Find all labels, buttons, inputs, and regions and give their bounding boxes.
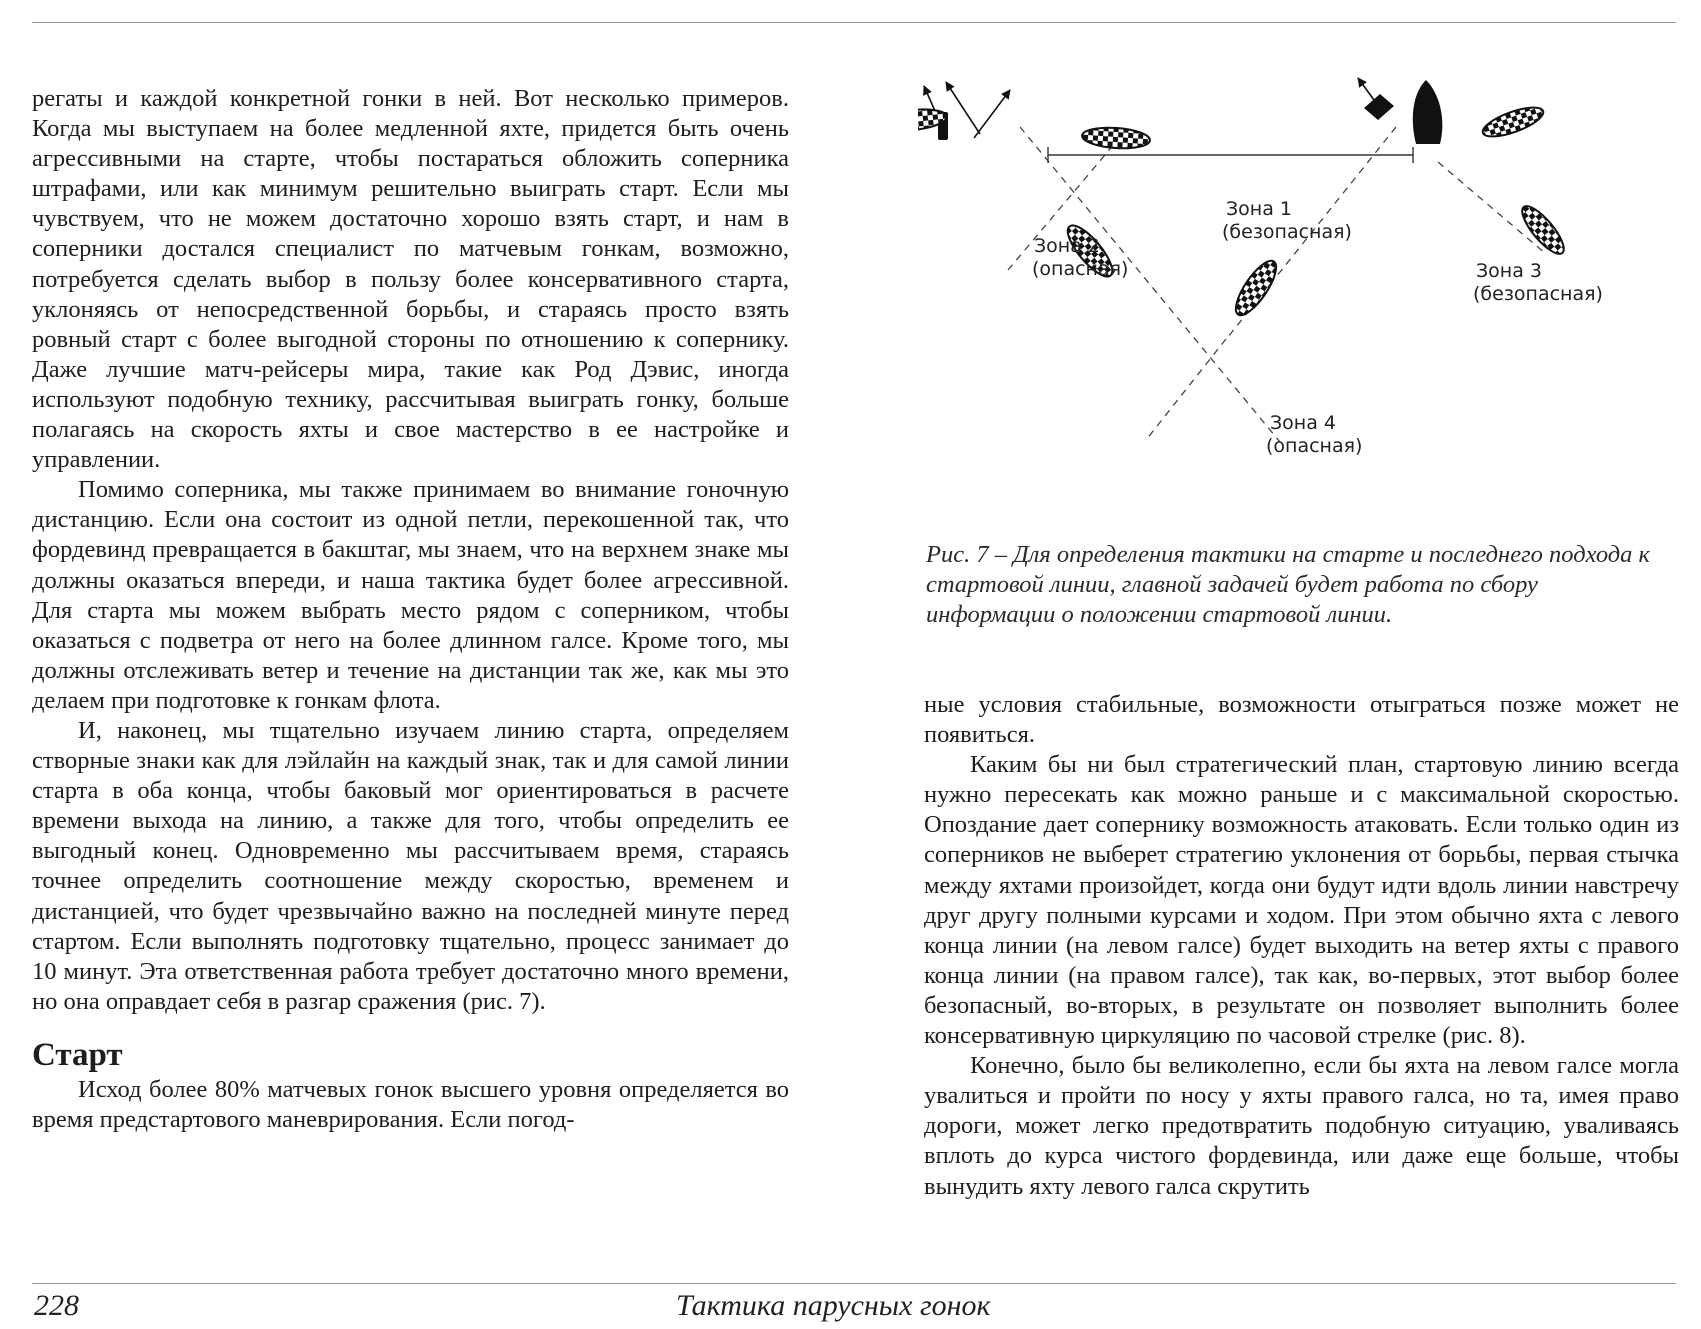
committee-boat-icon: [1413, 80, 1443, 144]
right-column: [924, 690, 1679, 1202]
boat-icon: [1516, 201, 1570, 260]
boat-icon: [1229, 255, 1283, 320]
zone-1-desc: (безопасная): [1222, 221, 1352, 243]
flag-icon: [1364, 94, 1394, 120]
paragraph: Исход более 80% матчевых гонок высшего уровня определяется во время предстартового маневрирования. Если погод-: [32, 1075, 789, 1133]
zone-2-name: Зона 2: [1034, 235, 1100, 257]
paragraph: Помимо соперника, мы также принимаем во внимание гоночную дистанцию. Если она состоит из одной петли, перекошенной так, что фордевинд превращается в бакштаг, мы знаем, что на верхнем знаке мы должны оказаться впереди, и наша тактика будет более агрессивной. Для старта мы можем выбрать место рядом с соперником, чтобы оказаться с подветра от него на более длинном галсе. Кроме того, мы должны отслеживать ветер и течение на дистанции так же, как мы это делаем при подготовке к гонкам флота.: [32, 476, 789, 714]
running-title: Тактика парусных гонок: [676, 1289, 991, 1322]
section-heading: Старт: [32, 1036, 123, 1073]
start-zones-diagram: [918, 72, 1682, 472]
page-number: 228: [34, 1289, 79, 1322]
zone-3-desc: (безопасная): [1473, 283, 1603, 305]
figure-caption: Рис. 7 – Для определения тактики на старте и последнего подхода к стартовой линии, главной задачей будет работа по сбору информации о положении стартовой линии.: [926, 541, 1651, 628]
zone-1-name: Зона 1: [1226, 198, 1292, 220]
direction-arrow: [946, 82, 980, 134]
direction-arrow: [974, 90, 1010, 138]
paragraph: Конечно, было бы великолепно, если бы яхта на левом галсе могла увалиться и пройти по носу у яхты правого галса, но та, имея право дороги, может легко предотвратить подобную ситуацию, уваливаясь вплоть до курса чистого фордевинда, или даже еще больше, чтобы вынудить яхту левого галса скрутить: [924, 1052, 1679, 1200]
paragraph: ные условия стабильные, возможности отыграться позже может не появиться.: [924, 691, 1679, 749]
zone-4-desc: (опасная): [1266, 435, 1363, 457]
zone-boundary-line: [1146, 339, 1226, 440]
paragraph: И, наконец, мы тщательно изучаем линию старта, определяем створные знаки как для лэйлайн на каждый знак, так и для самой линии старта в оба конца, чтобы баковый мог ориентироваться в расчете времени выхода на линию, а также для того, чтобы определить ее выгодный конец. Одновременно мы рассчитываем время, стараясь точнее определить соотношение между скоростью, временем и дистанцией, что будет чрезвычайно важно на последней минуте перед стартом. Если выполнять подготовку тщательно, процесс занимает до 10 минут. Эта ответственная работа требует достаточно много времени, но она оправдает себя в разгар сражения (рис. 7).: [32, 716, 789, 1015]
boat-icon: [1480, 102, 1547, 143]
paragraph: регаты и каждой конкретной гонки в ней. Вот несколько примеров. Когда мы выступаем на более медленной яхте, придется быть очень агрессивными на старте, чтобы постараться обложить соперника штрафами, или как минимум решительно выиграть старт. Если мы чувствуем, что не можем достаточно хорошо взять старт, и нам в соперники достался специалист по матчевым гонкам, возможно, потребуется сделать выбор в пользу более консервативного старта, уклоняясь от непосредственной борьбы, и стараясь просто взять ровный старт с более выгодной стороны по отношению к сопернику. Даже лучшие матч-рейсеры мира, такие как Род Дэвис, иногда используют подобную технику, рассчитывая выиграть гонку, больше полагаясь на скорость яхты и свое мастерство в ее настройке и управлении.: [32, 85, 789, 474]
zone-2-desc: (опасная): [1032, 258, 1129, 280]
left-column: [32, 84, 789, 1135]
boat-icon: [1081, 126, 1150, 151]
top-rule: [32, 22, 1676, 23]
bottom-rule: [32, 1283, 1676, 1284]
paragraph: Каким бы ни был стратегический план, стартовую линию всегда нужно пересекать как можно раньше и с максимальной скоростью. Опоздание дает сопернику возможность атаковать. Если только один из соперников не выберет стратегию уклонения от борьбы, первая стычка между яхтами произойдет, когда они будут идти вдоль линии навстречу друг другу полными курсами и ходом. При этом обычно яхта с левого конца линии (на левом галсе) будет выходить на ветер яхты с правого конца линии (на правом галсе), так как, во-первых, этот выбор более безопасный, во-вторых, в результате он позволяет выполнить более консервативную циркуляцию по часовой стрелке (рис. 8).: [924, 751, 1679, 1050]
zone-boundary-line: [1020, 127, 1280, 442]
direction-arrow: [1358, 78, 1374, 100]
zone-4-name: Зона 4: [1270, 412, 1336, 434]
zone-3-name: Зона 3: [1476, 260, 1542, 282]
